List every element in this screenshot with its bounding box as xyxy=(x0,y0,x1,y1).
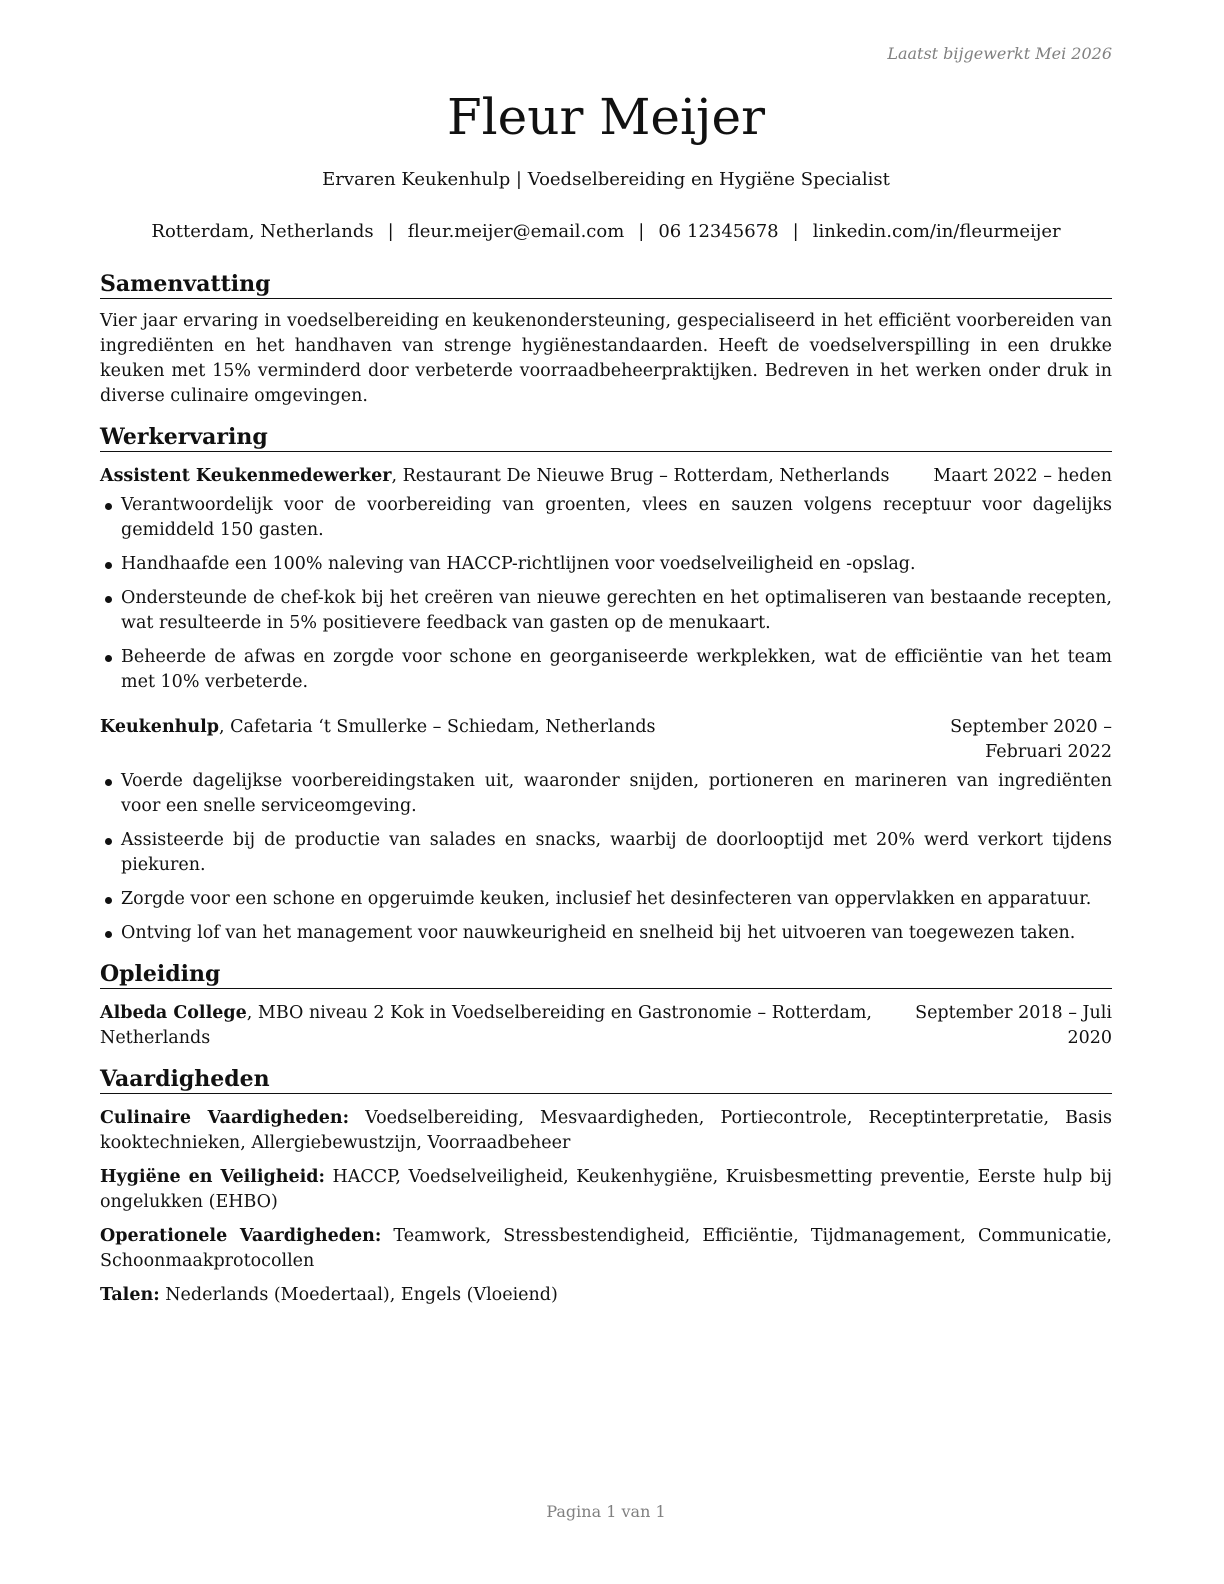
skill-value: Teamwork, Stressbestendigheid, Efficiëntie, Tijdmanagement, Communicatie, Schoonmaakprotocollen xyxy=(100,1226,1112,1271)
skill-group xyxy=(100,1283,1112,1308)
skill-label: Operationele Vaardigheden: xyxy=(100,1226,382,1246)
job-details: , Cafetaria ‘t Smullerke – Schiedam, Netherlands xyxy=(219,717,656,737)
contact-phone: 06 12345678 xyxy=(658,221,779,242)
education-details: , MBO niveau 2 Kok in Voedselbereiding en Gastronomie – Rotterdam, Netherlands xyxy=(100,1003,872,1048)
job-role: Assistent Keukenmedewerker xyxy=(100,466,392,486)
skills-section xyxy=(100,1065,1112,1308)
resume-page xyxy=(100,0,1112,1584)
contact-separator: | xyxy=(792,221,799,242)
education-section xyxy=(100,960,1112,1051)
list-item: Ontving lof van het management voor nauwkeurigheid en snelheid bij het uitvoeren van toegewezen taken. xyxy=(100,921,1112,946)
last-updated: Laatst bijgewerkt Mei 2026 xyxy=(887,44,1112,63)
contact-email[interactable]: fleur.meijer@email.com xyxy=(407,221,625,242)
contact-linkedin[interactable]: linkedin.com/in/fleurmeijer xyxy=(812,221,1061,242)
job-role: Keukenhulp xyxy=(100,717,219,737)
skill-value: HACCP, Voedselveiligheid, Keukenhygiëne, Kruisbesmetting preventie, Eerste hulp bij ongelukken (EHBO) xyxy=(100,1167,1113,1212)
contact-line xyxy=(100,219,1112,245)
job-position xyxy=(100,715,872,740)
skill-group xyxy=(100,1224,1112,1274)
summary-title: Samenvatting xyxy=(100,270,1112,299)
list-item: Beheerde de afwas en zorgde voor schone en georganiseerde werkplekken, wat de efficiëntie van het team met 10% verbeterde. xyxy=(100,645,1112,695)
page-number: Pagina 1 van 1 xyxy=(546,1502,666,1521)
list-item: Verantwoordelijk voor de voorbereiding van groenten, vlees en sauzen volgens receptuur voor dagelijks gemiddeld 150 gasten. xyxy=(100,493,1112,543)
job-dates: Maart 2022 – heden xyxy=(933,466,1112,486)
candidate-name: Fleur Meijer xyxy=(446,88,766,146)
skill-value: Voedselbereiding, Mesvaardigheden, Portiecontrole, Receptinterpretatie, Basis kooktechnieken, Allergiebewustzijn, Voorraadbeheer xyxy=(100,1108,1112,1153)
job-dates: September 2020 – Februari 2022 xyxy=(950,717,1112,762)
job-header xyxy=(100,464,1112,489)
contact-location: Rotterdam, Netherlands xyxy=(151,221,374,242)
skill-value: Nederlands (Moedertaal), Engels (Vloeiend) xyxy=(159,1285,558,1305)
job-bullets xyxy=(100,769,1112,946)
skill-label: Hygiëne en Veiligheid: xyxy=(100,1167,325,1187)
job-header xyxy=(100,715,1112,765)
job-bullets xyxy=(100,493,1112,695)
skill-group xyxy=(100,1106,1112,1156)
list-item: Assisteerde bij de productie van salades en snacks, waarbij de doorlooptijd met 20% werd verkort tijdens piekuren. xyxy=(100,828,1112,878)
experience-section xyxy=(100,423,1112,946)
list-item: Ondersteunde de chef-kok bij het creëren van nieuwe gerechten en het optimaliseren van bestaande recepten, wat resulteerde in 5% positievere feedback van gasten op de menukaart. xyxy=(100,586,1112,636)
skill-group xyxy=(100,1165,1112,1215)
skill-label: Talen: xyxy=(100,1285,160,1305)
education-description xyxy=(100,1001,872,1051)
list-item: Zorgde voor een schone en opgeruimde keuken, inclusief het desinfecteren van oppervlakken en apparatuur. xyxy=(100,887,1112,912)
list-item: Voerde dagelijkse voorbereidingstaken uit, waaronder snijden, portioneren en marineren van ingrediënten voor een snelle serviceomgeving. xyxy=(100,769,1112,819)
contact-separator: | xyxy=(638,221,645,242)
skills-title: Vaardigheden xyxy=(100,1065,1112,1094)
summary-section xyxy=(100,270,1112,409)
resume-content xyxy=(100,270,1112,1308)
education-title: Opleiding xyxy=(100,960,1112,989)
job-position xyxy=(100,464,933,489)
job-details: , Restaurant De Nieuwe Brug – Rotterdam, Netherlands xyxy=(391,466,890,486)
job-entry xyxy=(100,715,1112,946)
experience-title: Werkervaring xyxy=(100,423,1112,452)
contact-separator: | xyxy=(387,221,394,242)
education-dates: September 2018 – Juli 2020 xyxy=(915,1003,1112,1048)
summary-text: Vier jaar ervaring in voedselbereiding en keukenondersteuning, gespecialiseerd in het efficiënt voorbereiden van ingrediënten en het handhaven van strenge hygiënestandaarden. Heeft de voedselverspilling in een drukke keuken met 15% verminderd door verbeterde voorraadbeheerpraktijken. Bedreven in het werken onder druk in diverse culinaire omgevingen. xyxy=(100,311,1112,406)
list-item: Handhaafde een 100% naleving van HACCP-richtlijnen voor voedselveiligheid en -opslag. xyxy=(100,552,1112,577)
skill-label: Culinaire Vaardigheden: xyxy=(100,1108,350,1128)
education-entry xyxy=(100,1001,1112,1051)
candidate-tagline: Ervaren Keukenhulp | Voedselbereiding en Hygiëne Specialist xyxy=(322,169,890,190)
education-school: Albeda College xyxy=(100,1003,247,1023)
job-entry xyxy=(100,464,1112,695)
